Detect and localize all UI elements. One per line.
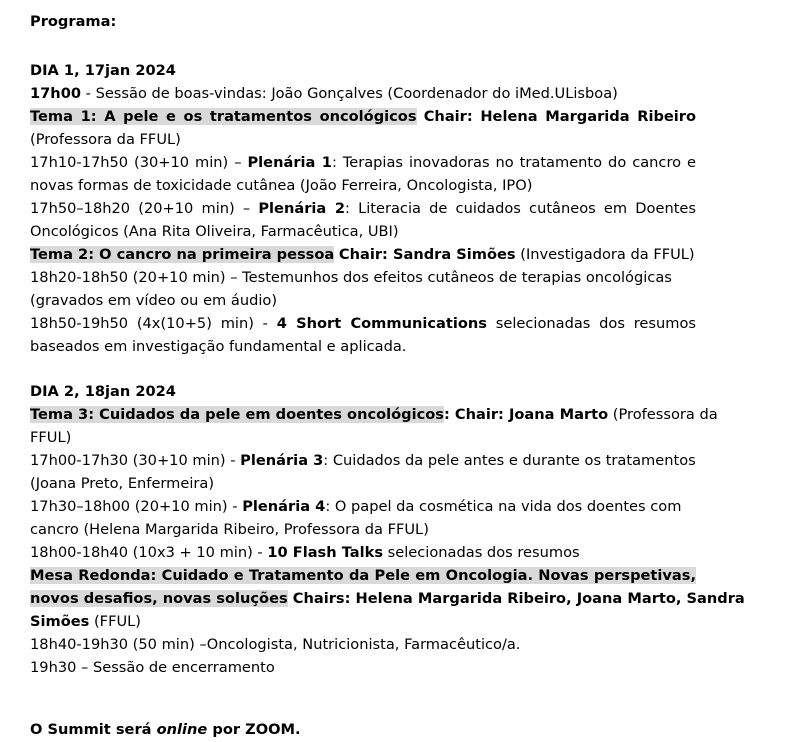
short-comm-line: 18h50-19h50 (4x(10+5) min) - 4 Short Communications selecionadas dos resumos	[30, 315, 696, 332]
plenaria2-label: Plenária 2	[258, 200, 346, 217]
tema3-chair: Chair: Joana Marto	[449, 406, 609, 423]
plenaria1-line2: novas formas de toxicidade cutânea (João Ferreira, Oncologista, IPO)	[30, 177, 533, 194]
mesa-title: Mesa Redonda: Cuidado e Tratamento da Pele em Oncologia. Novas perspetivas,	[30, 567, 696, 584]
plenaria2-line2: Oncológicos (Ana Rita Oliveira, Farmacêutica, UBI)	[30, 223, 399, 240]
testemunhos-line: 18h20-18h50 (20+10 min) – Testemunhos dos efeitos cutâneos de terapias oncológicas	[30, 269, 672, 286]
plenaria1-line: 17h10-17h50 (30+10 min) – Plenária 1: Terapias inovadoras no tratamento do cancro e	[30, 154, 696, 171]
mesa-line4: 18h40-19h30 (50 min) –Oncologista, Nutricionista, Farmacêutico/a.	[30, 636, 521, 653]
closing-line: 19h30 – Sessão de encerramento	[30, 659, 275, 676]
tema2-line: Tema 2: O cancro na primeira pessoa Chair: Sandra Simões (Investigadora da FFUL)	[30, 246, 695, 263]
plenaria4-line2: cancro (Helena Margarida Ribeiro, Professora da FFUL)	[30, 521, 429, 538]
tema3-line2: FFUL)	[30, 429, 72, 446]
day2-title: DIA 2, 18jan 2024	[30, 383, 176, 400]
tema1-title: Tema 1: A pele e os tratamentos oncológicos	[30, 108, 417, 125]
footer-online: online	[156, 721, 208, 738]
plenaria2-line: 17h50–18h20 (20+10 min) – Plenária 2: Literacia de cuidados cutâneos em Doentes	[30, 200, 696, 217]
opening-text: Sessão de boas-vindas: João Gonçalves (Coordenador do iMed.ULisboa)	[95, 85, 618, 102]
mesa-line3: Simões (FFUL)	[30, 613, 141, 630]
flash-talks-line: 18h00-18h40 (10x3 + 10 min) - 10 Flash Talks selecionadas dos resumos	[30, 544, 580, 561]
flash-talks-label: 10 Flash Talks	[267, 544, 384, 561]
tema1-line	[30, 105, 696, 128]
opening-time: 17h00	[30, 85, 82, 102]
mesa-chairs: Chairs: Helena Margarida Ribeiro, Joana Marto, Sandra	[287, 590, 745, 607]
program-heading: Programa:	[30, 13, 117, 30]
tema3-title: Tema 3: Cuidados da pele em doentes oncológicos	[30, 406, 444, 423]
day1-opening: 17h00 - Sessão de boas-vindas: João Gonçalves (Coordenador do iMed.ULisboa)	[30, 85, 618, 102]
plenaria3-line2: (Joana Preto, Enfermeira)	[30, 475, 215, 492]
short-comm-label: 4 Short Communications	[276, 315, 487, 332]
tema3-line: Tema 3: Cuidados da pele em doentes oncológicos: Chair: Joana Marto (Professora da	[30, 406, 718, 423]
plenaria3-line: 17h00-17h30 (30+10 min) - Plenária 3: Cuidados da pele antes e durante os tratamentos	[30, 452, 696, 469]
tema1-chair-note: (Professora da FFUL)	[30, 131, 181, 148]
mesa-line2	[30, 587, 745, 610]
short-comm-line2: baseados em investigação fundamental e aplicada.	[30, 338, 407, 355]
plenaria3-label: Plenária 3	[240, 452, 324, 469]
tema2-title: Tema 2: O cancro na primeira pessoa	[30, 246, 335, 263]
mesa-title-cont: novos desafios, novas soluções	[30, 590, 288, 607]
plenaria1-label: Plenária 1	[247, 154, 332, 171]
tema2-chair: Chair: Sandra Simões	[338, 246, 516, 263]
day1-title: DIA 1, 17jan 2024	[30, 62, 176, 79]
testemunhos-line2: (gravados em vídeo ou em áudio)	[30, 292, 278, 309]
mesa-line1	[30, 564, 696, 587]
plenaria4-line: 17h30–18h00 (20+10 min) - Plenária 4: O papel da cosmética na vida dos doentes com	[30, 498, 682, 515]
plenaria4-label: Plenária 4	[242, 498, 326, 515]
tema1-chair: Chair: Helena Margarida Ribeiro	[423, 108, 697, 125]
footer-note: O Summit será online por ZOOM.	[30, 721, 301, 738]
